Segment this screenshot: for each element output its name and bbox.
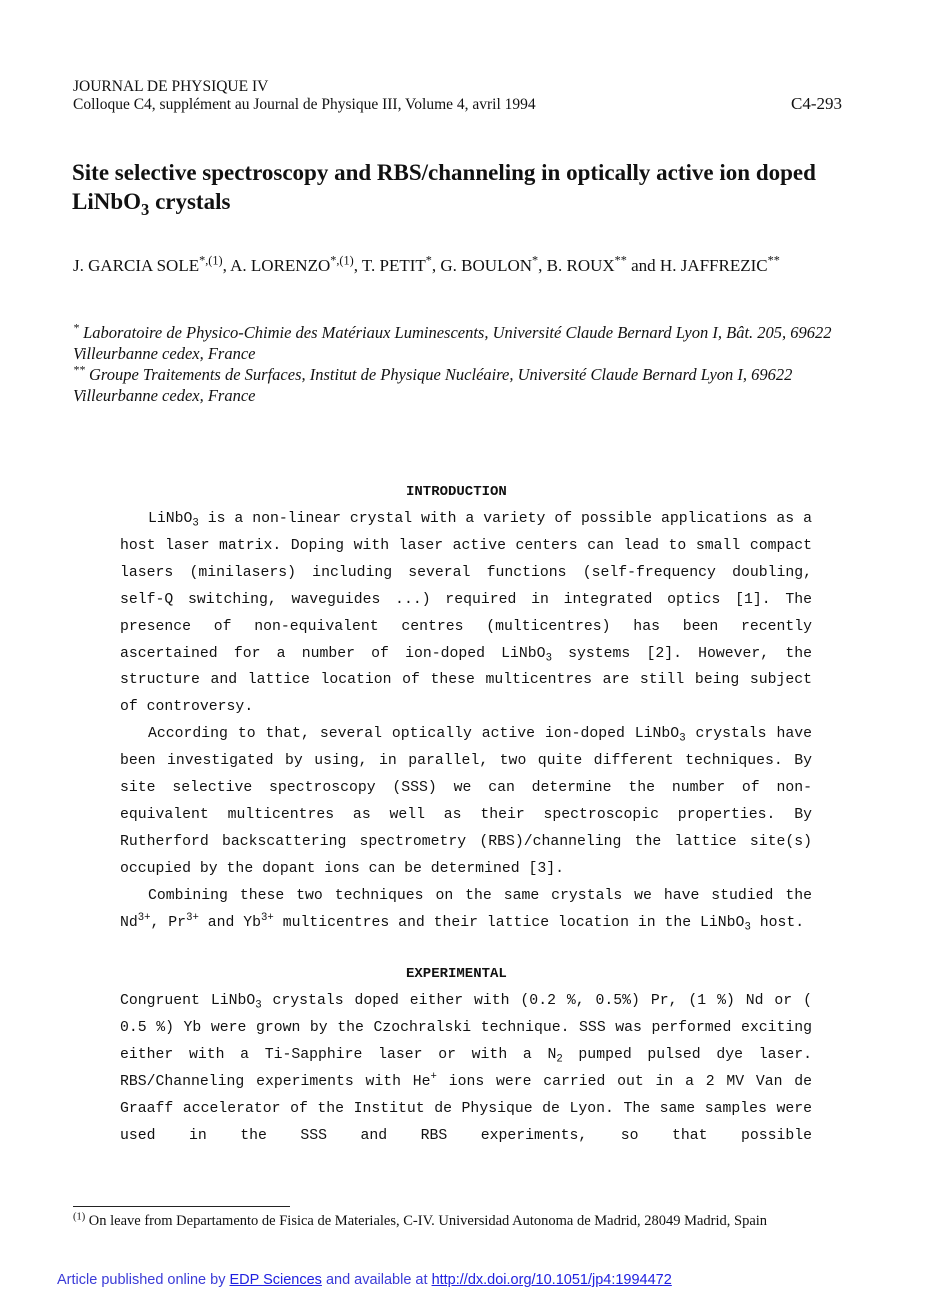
author-4: , G. BOULON xyxy=(431,256,533,275)
intro-p3-b: , Pr xyxy=(150,914,187,931)
title-subscript: 3 xyxy=(141,199,150,219)
publisher-link[interactable]: EDP Sciences xyxy=(229,1272,322,1288)
title-part2: crystals xyxy=(149,189,231,214)
footnote-text: On leave from Departamento de Fisica de Materiales, C-IV. Universidad Autonoma de Madrid, 28049 Madrid, Spain xyxy=(85,1213,768,1229)
affiliation-2-text: Groupe Traitements de Surfaces, Institut de Physique Nucléaire, Université Claude Bernard Lyon I, 69622 Villeurbanne cedex, France xyxy=(73,365,793,405)
exp-p1-sup: + xyxy=(430,1070,437,1083)
intro-paragraph-1 xyxy=(120,506,812,721)
published-line xyxy=(57,1272,672,1288)
published-middle: and available at xyxy=(321,1272,432,1288)
introduction-body xyxy=(120,506,812,937)
colloque-line: Colloque C4, supplément au Journal de Physique III, Volume 4, avril 1994 xyxy=(73,96,536,113)
author-3-mark: * xyxy=(425,253,432,268)
intro-p1-sub2: 3 xyxy=(545,652,552,665)
author-2-mark: *,(1) xyxy=(330,253,354,268)
author-4-mark: * xyxy=(532,253,539,268)
intro-p3-sub: 3 xyxy=(744,921,751,934)
footnote xyxy=(73,1212,853,1231)
affiliation-2-mark: ** xyxy=(73,362,85,377)
exp-p1-c: pumped pulsed dye laser. RBS/Channeling experiments with He xyxy=(120,1046,812,1090)
footnote-mark: (1) xyxy=(73,1211,86,1223)
intro-p3-d: multicentres and their lattice location in the LiNbO xyxy=(273,914,745,931)
intro-p3-a: Combining these two techniques on the same crystals we have studied the Nd xyxy=(120,887,812,931)
author-5-mark: ** xyxy=(614,253,627,268)
intro-paragraph-2 xyxy=(120,721,812,882)
intro-p1-a: LiNbO xyxy=(148,511,193,527)
exp-p1-sub1: 3 xyxy=(255,999,262,1012)
intro-p1-sub1: 3 xyxy=(192,517,199,530)
exp-p1-d: ions were carried out in a 2 MV Van de Graaff accelerator of the Institut de Physique de Lyon. The same samples were used in the SSS and RBS experiments, so that possible xyxy=(120,1073,813,1144)
experimental-paragraph-1 xyxy=(120,988,812,1149)
affiliations xyxy=(73,322,863,406)
intro-p3-sup3: 3+ xyxy=(261,911,274,924)
doi-link[interactable]: http://dx.doi.org/10.1051/jp4:1994472 xyxy=(431,1272,672,1288)
journal-header xyxy=(73,78,536,114)
introduction-heading: INTRODUCTION xyxy=(406,484,507,500)
affiliation-2 xyxy=(73,364,863,406)
intro-p2-sub: 3 xyxy=(679,732,686,745)
affiliation-1 xyxy=(73,322,863,364)
paper-title xyxy=(72,158,862,219)
author-2: , A. LORENZO xyxy=(222,256,331,275)
author-5: , B. ROUX xyxy=(538,256,615,275)
author-1-mark: *,(1) xyxy=(199,253,223,268)
exp-p1-sub2: 2 xyxy=(556,1053,563,1066)
intro-p2-b: crystals have been investigated by using, in parallel, two quite different techniques. By site selective spectroscopy (SSS) we can determine the number of non-equivalent multicentres as well as their spectroscopic properties. By Rutherford backscattering spectrometry (RBS)/channeling the lattice site(s) occupied by the dopant ions can be determined [3]. xyxy=(120,726,812,877)
intro-p3-sup2: 3+ xyxy=(186,911,199,924)
experimental-heading: EXPERIMENTAL xyxy=(406,966,507,982)
footnote-rule xyxy=(73,1206,290,1207)
exp-p1-a: Congruent LiNbO xyxy=(120,993,256,1009)
author-3: , T. PETIT xyxy=(353,256,426,275)
author-6: and H. JAFFREZIC xyxy=(626,256,768,275)
author-1: J. GARCIA SOLE xyxy=(73,256,200,275)
experimental-body xyxy=(120,988,812,1149)
exp-p1-b: crystals doped either with (0.2 %, 0.5%) Pr, (1 %) Nd or ( 0.5 %) Yb were grown by the Czochralski technique. SSS was performed exciting either with a Ti-Sapphire laser or with a N xyxy=(120,993,812,1063)
affiliation-1-mark: * xyxy=(73,320,79,335)
author-list xyxy=(73,255,853,276)
intro-p1-b: is a non-linear crystal with a variety of possible applications as a host laser matrix. Doping with laser active centers can lead to small compact lasers (minilasers) including several functions (self-frequency doubling, self-Q switching, waveguides ...) required in integrated optics [1]. The presence of non-equivalent centres (multicentres) has been recently ascertained for a number of ion-doped LiNbO xyxy=(120,511,812,662)
intro-p2-a: According to that, several optically active ion-doped LiNbO xyxy=(148,726,680,743)
intro-p3-sup1: 3+ xyxy=(137,911,151,924)
intro-p3-e: host. xyxy=(750,914,805,931)
intro-p1-c: systems [2]. However, the structure and lattice location of these multicentres are still being subject of controversy. xyxy=(120,645,813,716)
author-6-mark: ** xyxy=(767,253,780,268)
intro-p3-c: and Yb xyxy=(198,914,262,931)
published-prefix: Article published online by xyxy=(57,1272,230,1288)
intro-paragraph-3 xyxy=(120,883,812,937)
page-number: C4-293 xyxy=(791,94,842,113)
affiliation-1-text: Laboratoire de Physico-Chimie des Matériaux Luminescents, Université Claude Bernard Lyon I, Bât. 205, 69622 Villeurbanne cedex, France xyxy=(73,323,832,363)
journal-name: JOURNAL DE PHYSIQUE IV xyxy=(73,78,269,95)
title-part1: Site selective spectroscopy and RBS/channeling in optically active ion doped LiNbO xyxy=(72,160,816,214)
